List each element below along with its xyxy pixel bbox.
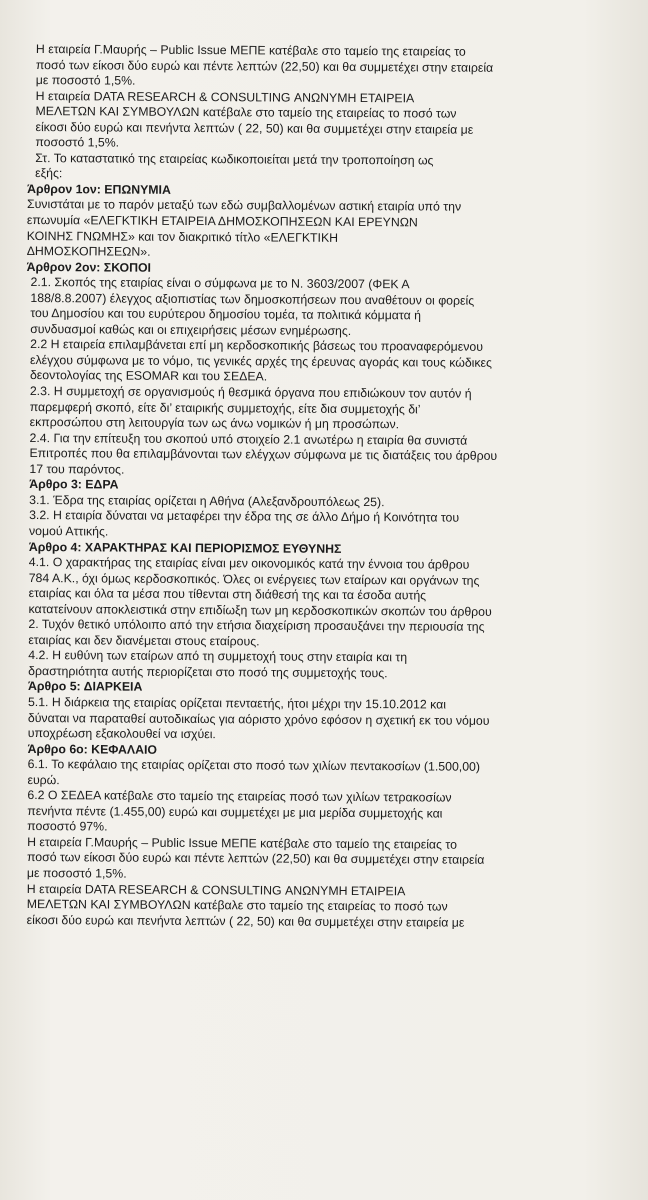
document-body: [23, 42, 628, 932]
article-heading: Άρθρο 5: ΔΙΑΡΚΕΙΑ: [28, 679, 143, 695]
text-line: ποσό των είκοσι δύο ευρώ και πέντε λεπτών (22,50) και θα συμμετέχει στην εταιρεία: [35, 57, 494, 75]
text-line: εξής:: [35, 166, 63, 181]
text-line: δεοντολογίας της ESOMAR και του ΣΕΔΕΑ.: [29, 368, 268, 384]
text-line: 2.3. Η συμμετοχή σε οργανισμούς ή θεσμικά όργανα που επιδιώκουν τον αυτόν ή: [29, 384, 472, 401]
text-line: 6.2 Ο ΣΕΔΕΑ κατέβαλε στο ταμείο της εταιρείας ποσό των χιλίων τετρακοσίων: [27, 788, 452, 805]
article-heading: Άρθρο 4: ΧΑΡΑΚΤΗΡΑΣ ΚΑΙ ΠΕΡΙΟΡΙΣΜΟΣ ΕΥΘΥΝΗΣ: [28, 539, 342, 556]
text-line: ΜΕΛΕΤΩΝ ΚΑΙ ΣΥΜΒΟΥΛΩΝ κατέβαλε στο ταμείο της εταιρείας το ποσό των: [26, 897, 448, 914]
article-heading: Άρθρο 3: ΕΔΡΑ: [29, 477, 119, 492]
text-line: Επιτροπές που θα επιλαμβάνονται των ελέγχων σύμφωνα με τις διατάξεις του άρθρου: [29, 446, 498, 464]
text-line: με ποσοστό 1,5%.: [26, 865, 127, 881]
text-line: δραστηριότητα αυτής περιορίζεται στο ποσό της συμμετοχής τους.: [28, 663, 388, 681]
text-line: ποσό των είκοσι δύο ευρώ και πέντε λεπτών (22,50) και θα συμμετέχει στην εταιρεία: [26, 850, 485, 868]
text-line: Στ. Το καταστατικό της εταιρείας κωδικοποιείται μετά την τροποποίηση ως: [35, 150, 434, 168]
text-line: 2.1. Σκοπός της εταιρίας είναι ο σύμφωνα με το Ν. 3603/2007 (ΦΕΚ Α: [30, 275, 410, 292]
article-heading: Άρθρον 1ον: ΕΠΩΝΥΜΙΑ: [27, 181, 171, 197]
text-line: 188/8.8.2007) έλεγχος αξιοπιστίας των δημοσκοπήσεων που αναθέτουν οι φορείς: [30, 290, 475, 308]
text-line: 784 Α.Κ., όχι όμως κερδοσκοπικός. Όλες οι ενέργειες των εταίρων και οργάνων της: [28, 570, 480, 588]
text-line: 6.1. Το κεφάλαιο της εταιρίας ορίζεται στο ποσό των χιλίων πεντακοσίων (1.500,00): [27, 757, 481, 774]
article-heading: Άρθρον 2ον: ΣΚΟΠΟΙ: [26, 259, 152, 275]
text-line: επωνυμία «ΕΛΕΓΚΤΙΚΗ ΕΤΑΙΡΕΙΑ ΔΗΜΟΣΚΟΠΗΣΕΩΝ ΚΑΙ ΕΡΕΥΝΩΝ: [26, 213, 418, 230]
text-line: Η εταιρεία Γ.Μαυρής – Public Issue ΜΕΠΕ κατέβαλε στο ταμείο της εταιρείας το: [35, 42, 466, 59]
text-line: ελέγχου σύμφωνα με το νόμο, τις γενικές αρχές της έρευνας αγοράς και τους κώδικες: [30, 352, 493, 370]
text-line: 17 του παρόντος.: [29, 461, 125, 477]
text-line: παρεμφερή σκοπό, είτε δι’ εταιρικής συμμετοχής, είτε δια συμμετοχής δι’: [29, 399, 421, 416]
text-line: ΔΗΜΟΣΚΟΠΗΣΕΩΝ».: [26, 244, 151, 259]
text-line: ευρώ.: [27, 772, 60, 787]
text-line: δύναται να παραταθεί αυτοδικαίως για αόριστο χρόνο εφόσον η σχετική εκ του νόμου: [27, 710, 490, 728]
text-line: Συνιστάται με το παρόν μεταξύ των εδώ συμβαλλομένων αστική εταιρία υπό την: [26, 197, 462, 215]
text-line: είκοσι δύο ευρώ και πενήντα λεπτών ( 22, 50) και θα συμμετέχει στην εταιρεία με: [35, 119, 474, 137]
text-line: νομού Αττικής.: [28, 523, 109, 539]
text-line: κατατείνουν αποκλειστικά στην επιδίωξη των μη κερδοσκοπικών σκοπών του άρθρου: [28, 601, 492, 619]
text-line: ποσοστό 97%.: [27, 819, 108, 834]
text-line: ΚΟΙΝΗΣ ΓΝΩΜΗΣ» και τον διακριτικό τίτλο «ΕΛΕΓΚΤΙΚΗ: [26, 228, 339, 245]
text-line: συνδυασμοί καθώς και οι επιχειρήσεις μέσων ενημέρωσης.: [30, 321, 352, 338]
text-line: 5.1. Η διάρκεια της εταιρίας ορίζεται πενταετής, ήτοι μέχρι την 15.10.2012 και: [27, 694, 447, 712]
text-line: είκοσι δύο ευρώ και πενήντα λεπτών ( 22, 50) και θα συμμετέχει στην εταιρεία με: [26, 912, 465, 930]
text-line: εκπροσώπου στη λειτουργία των ως άνω νομικών ή μη προσώπων.: [29, 415, 400, 432]
text-line: 4.2. Η ευθύνη των εταίρων από τη συμμετοχή τους στην εταιρία και τη: [28, 648, 408, 665]
article-heading: Άρθρο 6ο: ΚΕΦΑΛΑΙΟ: [27, 741, 158, 757]
text-line: 3.1. Έδρα της εταιρίας ορίζεται η Αθήνα (Αλεξανδρουπόλεως 25).: [29, 492, 385, 510]
text-line: 3.2. Η εταιρία δύναται να μεταφέρει την έδρα της σε άλλο Δήμο ή Κοινότητα του: [29, 508, 460, 526]
text-line: εταιρίας και δεν διανέμεται στους εταίρους.: [28, 632, 260, 649]
text-line: Η εταιρεία Γ.Μαυρής – Public Issue ΜΕΠΕ κατέβαλε στο ταμείο της εταιρείας το: [27, 834, 457, 852]
text-line: ΜΕΛΕΤΩΝ ΚΑΙ ΣΥΜΒΟΥΛΩΝ κατέβαλε στο ταμείο της εταιρείας το ποσό των: [35, 104, 457, 121]
text-line: 2.2 Η εταιρεία επιλαμβάνεται επί μη κερδοσκοπικής βάσεως του προαναφερόμενου: [30, 337, 484, 355]
text-line: Η εταιρεία DATA RESEARCH & CONSULTING ΑΝΩΝΥΜΗ ΕΤΑΙΡΕΙΑ: [26, 881, 406, 898]
text-line: του Δημοσίου και του ευρύτερου δημοσίου τομέα, τα πολιτικά κόμματα ή: [30, 306, 422, 323]
text-line: εταιρίας και όλα τα μέσα που τίθενται στη διάθεσή της και τα έσοδα αυτής: [28, 586, 427, 603]
text-line: με ποσοστό 1,5%.: [35, 73, 136, 88]
text-line: 2. Τυχόν θετικό υπόλοιπο από την ετήσια διαχείριση προσαυξάνει την περιουσία της: [28, 617, 485, 635]
text-line: πενήντα πέντε (1.455,00) ευρώ και συμμετέχει με μια μερίδα συμμετοχής και: [27, 803, 443, 821]
text-line: υποχρέωση εξακολουθεί να ισχύει.: [27, 726, 216, 742]
text-line: Η εταιρεία DATA RESEARCH & CONSULTING ΑΝΩΝΥΜΗ ΕΤΑΙΡΕΙΑ: [35, 88, 415, 106]
text-line: 2.4. Για την επίτευξη του σκοπού υπό στοιχείο 2.1 ανωτέρω η εταιρία θα συνιστά: [29, 430, 468, 448]
text-line: ποσοστό 1,5%.: [35, 135, 120, 150]
text-line: 4.1. Ο χαρακτήρας της εταιρίας είναι μεν οικονομικός κατά την έννοια του άρθρου: [28, 555, 470, 572]
